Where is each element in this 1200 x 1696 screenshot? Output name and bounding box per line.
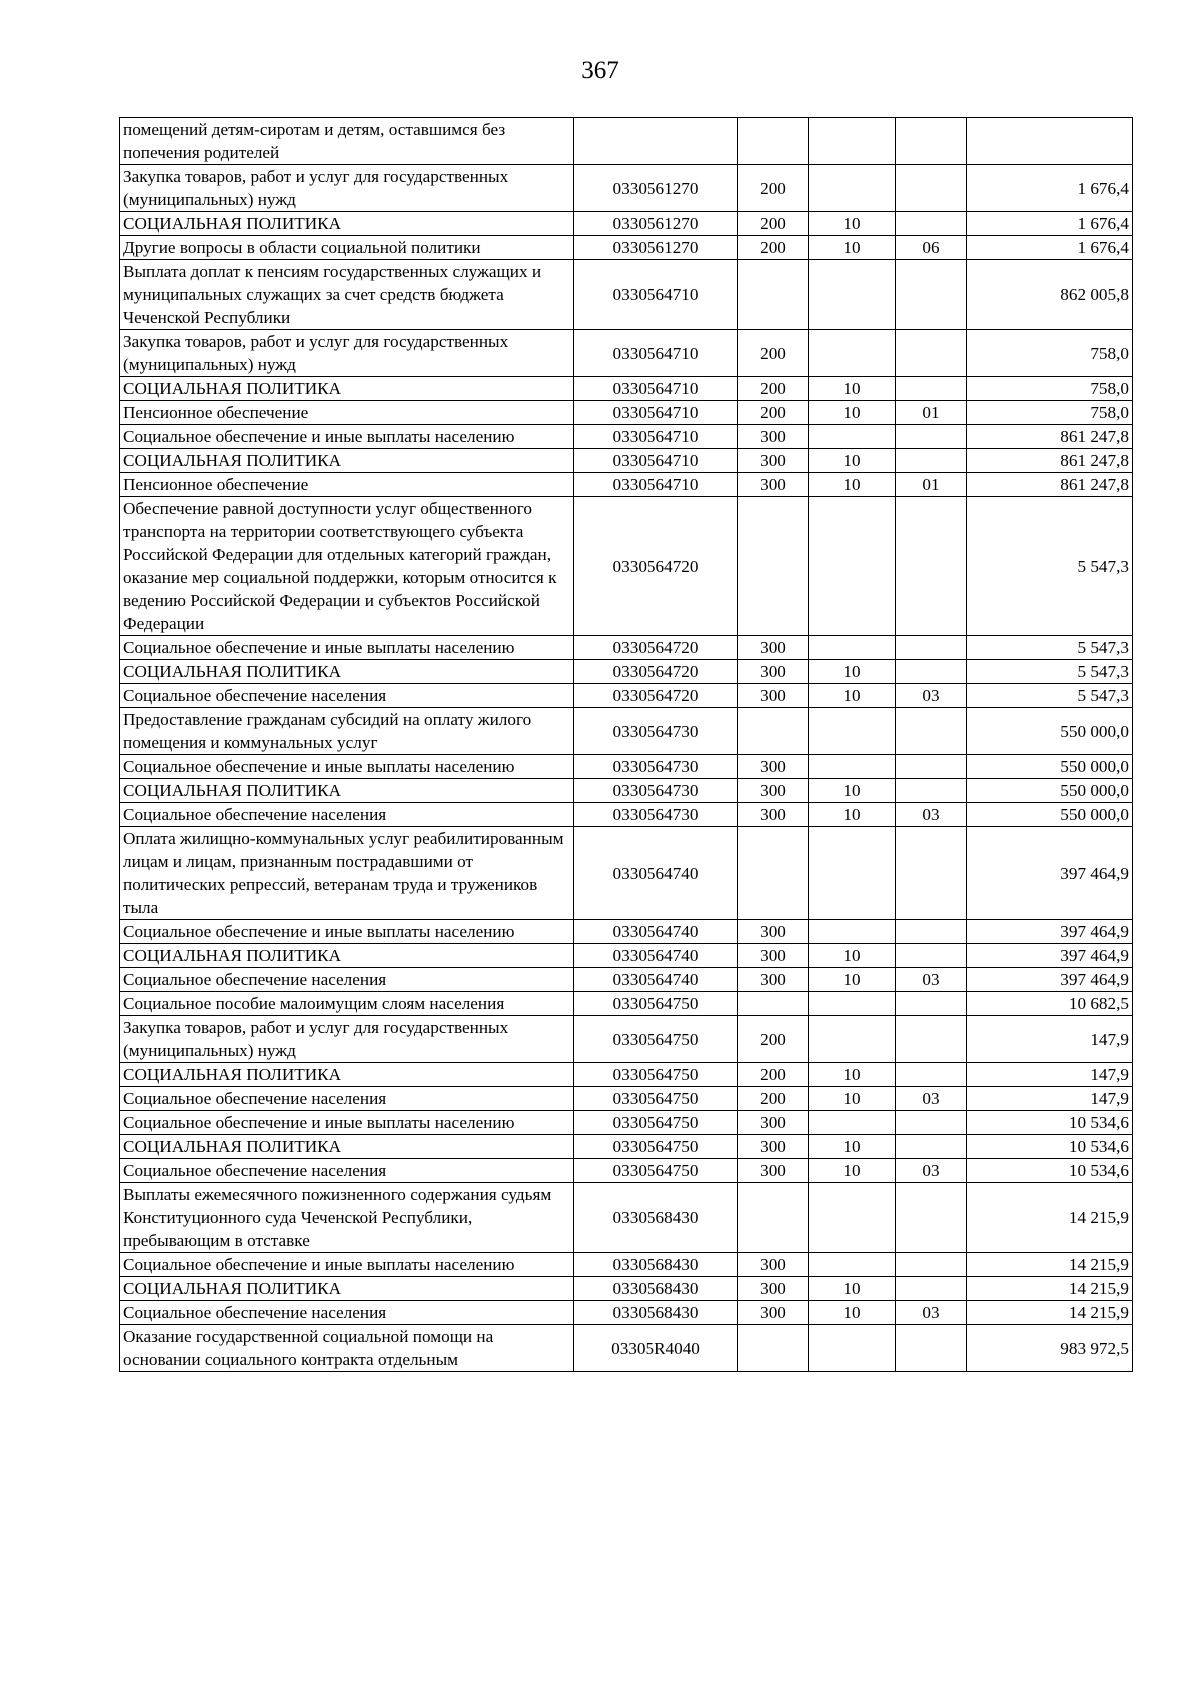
row-code-cell: 0330564710 bbox=[574, 425, 738, 449]
row-section-cell bbox=[809, 1016, 896, 1063]
row-subsection-cell bbox=[896, 212, 967, 236]
row-expense-type-cell: 300 bbox=[738, 1159, 809, 1183]
row-code-cell: 0330564740 bbox=[574, 944, 738, 968]
row-amount-cell: 861 247,8 bbox=[967, 473, 1133, 497]
row-section-cell: 10 bbox=[809, 968, 896, 992]
row-amount-cell: 5 547,3 bbox=[967, 660, 1133, 684]
row-name-cell: Оплата жилищно-коммунальных услуг реабилитированным лицам и лицам, признанным пострадавшими от политических репрессий, ветеранам труда и тружеников тыла bbox=[120, 827, 574, 920]
row-name-cell: Закупка товаров, работ и услуг для государственных (муниципальных) нужд bbox=[120, 1016, 574, 1063]
row-subsection-cell bbox=[896, 1253, 967, 1277]
row-subsection-cell: 03 bbox=[896, 1159, 967, 1183]
row-expense-type-cell: 300 bbox=[738, 803, 809, 827]
row-subsection-cell bbox=[896, 708, 967, 755]
row-section-cell bbox=[809, 708, 896, 755]
row-name-cell: СОЦИАЛЬНАЯ ПОЛИТИКА bbox=[120, 212, 574, 236]
row-expense-type-cell: 300 bbox=[738, 449, 809, 473]
row-code-cell: 0330564750 bbox=[574, 1087, 738, 1111]
row-subsection-cell: 06 bbox=[896, 236, 967, 260]
row-expense-type-cell: 300 bbox=[738, 944, 809, 968]
row-expense-type-cell: 300 bbox=[738, 684, 809, 708]
table-row bbox=[120, 1087, 1133, 1111]
row-name-cell: Социальное обеспечение населения bbox=[120, 968, 574, 992]
row-expense-type-cell: 200 bbox=[738, 401, 809, 425]
row-code-cell: 0330561270 bbox=[574, 165, 738, 212]
row-expense-type-cell: 200 bbox=[738, 236, 809, 260]
row-section-cell: 10 bbox=[809, 236, 896, 260]
row-section-cell: 10 bbox=[809, 684, 896, 708]
row-section-cell: 10 bbox=[809, 401, 896, 425]
row-name-cell: СОЦИАЛЬНАЯ ПОЛИТИКА bbox=[120, 449, 574, 473]
row-subsection-cell bbox=[896, 1183, 967, 1253]
row-name-cell: Оказание государственной социальной помощи на основании социального контракта отдельным bbox=[120, 1325, 574, 1372]
budget-table-body bbox=[120, 118, 1133, 1372]
row-subsection-cell bbox=[896, 1063, 967, 1087]
row-code-cell: 0330561270 bbox=[574, 212, 738, 236]
table-row bbox=[120, 497, 1133, 636]
row-expense-type-cell: 300 bbox=[738, 1135, 809, 1159]
row-amount-cell: 14 215,9 bbox=[967, 1277, 1133, 1301]
row-subsection-cell: 03 bbox=[896, 1087, 967, 1111]
row-section-cell bbox=[809, 755, 896, 779]
row-section-cell bbox=[809, 1183, 896, 1253]
row-code-cell: 0330568430 bbox=[574, 1183, 738, 1253]
row-subsection-cell bbox=[896, 920, 967, 944]
row-code-cell: 0330564710 bbox=[574, 473, 738, 497]
table-row bbox=[120, 779, 1133, 803]
table-row bbox=[120, 968, 1133, 992]
row-code-cell: 0330564730 bbox=[574, 708, 738, 755]
row-expense-type-cell: 200 bbox=[738, 330, 809, 377]
row-code-cell: 0330568430 bbox=[574, 1253, 738, 1277]
row-code-cell bbox=[574, 118, 738, 165]
row-expense-type-cell: 300 bbox=[738, 1253, 809, 1277]
row-amount-cell: 147,9 bbox=[967, 1063, 1133, 1087]
row-code-cell: 0330564750 bbox=[574, 1111, 738, 1135]
row-name-cell: Социальное обеспечение населения bbox=[120, 1301, 574, 1325]
row-subsection-cell bbox=[896, 118, 967, 165]
row-subsection-cell bbox=[896, 779, 967, 803]
row-subsection-cell bbox=[896, 1325, 967, 1372]
row-section-cell bbox=[809, 165, 896, 212]
row-expense-type-cell: 300 bbox=[738, 473, 809, 497]
row-expense-type-cell: 300 bbox=[738, 660, 809, 684]
table-row bbox=[120, 377, 1133, 401]
row-expense-type-cell bbox=[738, 118, 809, 165]
row-name-cell: СОЦИАЛЬНАЯ ПОЛИТИКА bbox=[120, 1277, 574, 1301]
row-expense-type-cell: 300 bbox=[738, 920, 809, 944]
row-code-cell: 0330564730 bbox=[574, 779, 738, 803]
row-expense-type-cell: 200 bbox=[738, 377, 809, 401]
row-name-cell: Социальное обеспечение населения bbox=[120, 1087, 574, 1111]
row-expense-type-cell bbox=[738, 992, 809, 1016]
row-code-cell: 0330564710 bbox=[574, 330, 738, 377]
table-row bbox=[120, 1111, 1133, 1135]
row-amount-cell: 397 464,9 bbox=[967, 968, 1133, 992]
row-amount-cell: 14 215,9 bbox=[967, 1183, 1133, 1253]
table-row bbox=[120, 165, 1133, 212]
row-code-cell: 0330564750 bbox=[574, 1159, 738, 1183]
row-section-cell: 10 bbox=[809, 1301, 896, 1325]
row-name-cell: Выплаты ежемесячного пожизненного содержания судьям Конституционного суда Чеченской Республики, пребывающим в отставке bbox=[120, 1183, 574, 1253]
row-name-cell: Социальное обеспечение и иные выплаты населению bbox=[120, 425, 574, 449]
row-amount-cell: 1 676,4 bbox=[967, 236, 1133, 260]
row-code-cell: 0330568430 bbox=[574, 1301, 738, 1325]
row-amount-cell: 861 247,8 bbox=[967, 449, 1133, 473]
row-code-cell: 0330561270 bbox=[574, 236, 738, 260]
row-subsection-cell bbox=[896, 165, 967, 212]
table-row bbox=[120, 473, 1133, 497]
row-amount-cell: 758,0 bbox=[967, 377, 1133, 401]
table-row bbox=[120, 1253, 1133, 1277]
row-code-cell: 0330564720 bbox=[574, 684, 738, 708]
row-amount-cell bbox=[967, 118, 1133, 165]
row-amount-cell: 550 000,0 bbox=[967, 803, 1133, 827]
row-amount-cell: 14 215,9 bbox=[967, 1253, 1133, 1277]
row-name-cell: СОЦИАЛЬНАЯ ПОЛИТИКА bbox=[120, 377, 574, 401]
row-subsection-cell bbox=[896, 944, 967, 968]
row-section-cell bbox=[809, 1111, 896, 1135]
row-expense-type-cell: 200 bbox=[738, 165, 809, 212]
row-name-cell: СОЦИАЛЬНАЯ ПОЛИТИКА bbox=[120, 779, 574, 803]
row-expense-type-cell bbox=[738, 497, 809, 636]
row-section-cell bbox=[809, 118, 896, 165]
row-amount-cell: 1 676,4 bbox=[967, 212, 1133, 236]
row-section-cell: 10 bbox=[809, 779, 896, 803]
row-name-cell: Пенсионное обеспечение bbox=[120, 473, 574, 497]
row-name-cell: СОЦИАЛЬНАЯ ПОЛИТИКА bbox=[120, 1063, 574, 1087]
row-section-cell bbox=[809, 827, 896, 920]
table-row bbox=[120, 1159, 1133, 1183]
row-code-cell: 0330564710 bbox=[574, 377, 738, 401]
row-amount-cell: 397 464,9 bbox=[967, 944, 1133, 968]
row-name-cell: Социальное обеспечение и иные выплаты населению bbox=[120, 1253, 574, 1277]
row-name-cell: Пенсионное обеспечение bbox=[120, 401, 574, 425]
row-amount-cell: 10 682,5 bbox=[967, 992, 1133, 1016]
row-code-cell: 0330564740 bbox=[574, 827, 738, 920]
row-expense-type-cell: 300 bbox=[738, 1301, 809, 1325]
row-expense-type-cell: 300 bbox=[738, 968, 809, 992]
row-subsection-cell bbox=[896, 377, 967, 401]
row-section-cell: 10 bbox=[809, 1135, 896, 1159]
row-subsection-cell bbox=[896, 992, 967, 1016]
row-name-cell: Социальное обеспечение и иные выплаты населению bbox=[120, 755, 574, 779]
row-section-cell: 10 bbox=[809, 660, 896, 684]
table-row bbox=[120, 803, 1133, 827]
row-amount-cell: 10 534,6 bbox=[967, 1135, 1133, 1159]
row-amount-cell: 1 676,4 bbox=[967, 165, 1133, 212]
table-row bbox=[120, 1063, 1133, 1087]
row-expense-type-cell: 300 bbox=[738, 755, 809, 779]
row-expense-type-cell bbox=[738, 1325, 809, 1372]
row-name-cell: Социальное обеспечение населения bbox=[120, 803, 574, 827]
row-name-cell: СОЦИАЛЬНАЯ ПОЛИТИКА bbox=[120, 1135, 574, 1159]
row-subsection-cell bbox=[896, 1016, 967, 1063]
row-section-cell bbox=[809, 992, 896, 1016]
row-name-cell: Предоставление гражданам субсидий на оплату жилого помещения и коммунальных услуг bbox=[120, 708, 574, 755]
row-code-cell: 0330564750 bbox=[574, 992, 738, 1016]
row-name-cell: Выплата доплат к пенсиям государственных служащих и муниципальных служащих за счет средств бюджета Чеченской Республики bbox=[120, 260, 574, 330]
row-code-cell: 0330564750 bbox=[574, 1016, 738, 1063]
row-code-cell: 0330564720 bbox=[574, 497, 738, 636]
row-code-cell: 0330564750 bbox=[574, 1063, 738, 1087]
row-name-cell: Социальное обеспечение населения bbox=[120, 684, 574, 708]
row-expense-type-cell: 200 bbox=[738, 1016, 809, 1063]
row-code-cell: 0330564710 bbox=[574, 260, 738, 330]
row-name-cell: Другие вопросы в области социальной политики bbox=[120, 236, 574, 260]
budget-table bbox=[119, 117, 1133, 1372]
row-expense-type-cell: 300 bbox=[738, 779, 809, 803]
row-subsection-cell bbox=[896, 1135, 967, 1159]
row-section-cell: 10 bbox=[809, 803, 896, 827]
row-expense-type-cell bbox=[738, 708, 809, 755]
row-name-cell: помещений детям-сиротам и детям, оставшимся без попечения родителей bbox=[120, 118, 574, 165]
table-row bbox=[120, 1016, 1133, 1063]
row-subsection-cell bbox=[896, 1111, 967, 1135]
row-section-cell bbox=[809, 425, 896, 449]
row-subsection-cell bbox=[896, 260, 967, 330]
row-amount-cell: 5 547,3 bbox=[967, 497, 1133, 636]
row-expense-type-cell: 200 bbox=[738, 1087, 809, 1111]
row-expense-type-cell: 200 bbox=[738, 1063, 809, 1087]
table-row bbox=[120, 425, 1133, 449]
row-code-cell: 0330564730 bbox=[574, 803, 738, 827]
row-code-cell: 03305R4040 bbox=[574, 1325, 738, 1372]
table-row bbox=[120, 944, 1133, 968]
table-row bbox=[120, 660, 1133, 684]
row-subsection-cell bbox=[896, 660, 967, 684]
row-name-cell: СОЦИАЛЬНАЯ ПОЛИТИКА bbox=[120, 944, 574, 968]
row-code-cell: 0330564710 bbox=[574, 449, 738, 473]
row-name-cell: Социальное обеспечение и иные выплаты населению bbox=[120, 920, 574, 944]
table-row bbox=[120, 260, 1133, 330]
row-section-cell bbox=[809, 920, 896, 944]
row-subsection-cell bbox=[896, 425, 967, 449]
row-amount-cell: 397 464,9 bbox=[967, 827, 1133, 920]
row-expense-type-cell bbox=[738, 1183, 809, 1253]
row-name-cell: Закупка товаров, работ и услуг для государственных (муниципальных) нужд bbox=[120, 330, 574, 377]
table-row bbox=[120, 401, 1133, 425]
row-expense-type-cell: 300 bbox=[738, 425, 809, 449]
table-row bbox=[120, 1301, 1133, 1325]
row-code-cell: 0330568430 bbox=[574, 1277, 738, 1301]
row-amount-cell: 550 000,0 bbox=[967, 708, 1133, 755]
row-amount-cell: 397 464,9 bbox=[967, 920, 1133, 944]
row-section-cell: 10 bbox=[809, 1087, 896, 1111]
row-amount-cell: 550 000,0 bbox=[967, 779, 1133, 803]
row-amount-cell: 5 547,3 bbox=[967, 684, 1133, 708]
row-code-cell: 0330564740 bbox=[574, 920, 738, 944]
table-row bbox=[120, 684, 1133, 708]
row-section-cell: 10 bbox=[809, 377, 896, 401]
table-row bbox=[120, 118, 1133, 165]
row-name-cell: Социальное обеспечение и иные выплаты населению bbox=[120, 636, 574, 660]
row-amount-cell: 758,0 bbox=[967, 401, 1133, 425]
row-section-cell bbox=[809, 1325, 896, 1372]
row-code-cell: 0330564710 bbox=[574, 401, 738, 425]
row-section-cell bbox=[809, 330, 896, 377]
table-row bbox=[120, 1183, 1133, 1253]
row-amount-cell: 147,9 bbox=[967, 1087, 1133, 1111]
row-code-cell: 0330564740 bbox=[574, 968, 738, 992]
row-amount-cell: 758,0 bbox=[967, 330, 1133, 377]
row-section-cell bbox=[809, 497, 896, 636]
row-section-cell: 10 bbox=[809, 1063, 896, 1087]
row-name-cell: Социальное обеспечение населения bbox=[120, 1159, 574, 1183]
row-section-cell: 10 bbox=[809, 1277, 896, 1301]
row-subsection-cell bbox=[896, 636, 967, 660]
row-name-cell: Обеспечение равной доступности услуг общественного транспорта на территории соответствующего субъекта Российской Федерации для отдельных категорий граждан, оказание мер социальной поддержки, которым относится к ведению Российской Федерации и субъектов Российской Федерации bbox=[120, 497, 574, 636]
row-section-cell bbox=[809, 636, 896, 660]
table-row bbox=[120, 330, 1133, 377]
row-expense-type-cell: 200 bbox=[738, 212, 809, 236]
row-section-cell: 10 bbox=[809, 1159, 896, 1183]
table-row bbox=[120, 1277, 1133, 1301]
table-row bbox=[120, 449, 1133, 473]
row-section-cell: 10 bbox=[809, 449, 896, 473]
row-expense-type-cell bbox=[738, 260, 809, 330]
row-subsection-cell bbox=[896, 755, 967, 779]
row-subsection-cell: 03 bbox=[896, 968, 967, 992]
table-row bbox=[120, 920, 1133, 944]
row-subsection-cell bbox=[896, 827, 967, 920]
row-expense-type-cell: 300 bbox=[738, 1277, 809, 1301]
row-code-cell: 0330564720 bbox=[574, 636, 738, 660]
row-subsection-cell bbox=[896, 497, 967, 636]
row-subsection-cell: 03 bbox=[896, 1301, 967, 1325]
table-row bbox=[120, 636, 1133, 660]
row-subsection-cell: 03 bbox=[896, 803, 967, 827]
table-row bbox=[120, 708, 1133, 755]
row-name-cell: Социальное пособие малоимущим слоям населения bbox=[120, 992, 574, 1016]
row-section-cell bbox=[809, 1253, 896, 1277]
row-section-cell bbox=[809, 260, 896, 330]
row-section-cell: 10 bbox=[809, 944, 896, 968]
table-row bbox=[120, 212, 1133, 236]
row-amount-cell: 10 534,6 bbox=[967, 1111, 1133, 1135]
row-code-cell: 0330564750 bbox=[574, 1135, 738, 1159]
page-number: 367 bbox=[581, 57, 619, 84]
row-expense-type-cell bbox=[738, 827, 809, 920]
row-code-cell: 0330564720 bbox=[574, 660, 738, 684]
row-subsection-cell bbox=[896, 330, 967, 377]
row-name-cell: Закупка товаров, работ и услуг для государственных (муниципальных) нужд bbox=[120, 165, 574, 212]
table-row bbox=[120, 1325, 1133, 1372]
table-row bbox=[120, 1135, 1133, 1159]
row-name-cell: Социальное обеспечение и иные выплаты населению bbox=[120, 1111, 574, 1135]
row-amount-cell: 10 534,6 bbox=[967, 1159, 1133, 1183]
row-subsection-cell: 03 bbox=[896, 684, 967, 708]
table-row bbox=[120, 755, 1133, 779]
row-section-cell: 10 bbox=[809, 212, 896, 236]
row-name-cell: СОЦИАЛЬНАЯ ПОЛИТИКА bbox=[120, 660, 574, 684]
row-subsection-cell: 01 bbox=[896, 473, 967, 497]
row-subsection-cell bbox=[896, 1277, 967, 1301]
row-expense-type-cell: 300 bbox=[738, 636, 809, 660]
row-section-cell: 10 bbox=[809, 473, 896, 497]
row-subsection-cell: 01 bbox=[896, 401, 967, 425]
table-row bbox=[120, 992, 1133, 1016]
row-amount-cell: 550 000,0 bbox=[967, 755, 1133, 779]
row-amount-cell: 862 005,8 bbox=[967, 260, 1133, 330]
row-subsection-cell bbox=[896, 449, 967, 473]
row-expense-type-cell: 300 bbox=[738, 1111, 809, 1135]
row-amount-cell: 5 547,3 bbox=[967, 636, 1133, 660]
row-code-cell: 0330564730 bbox=[574, 755, 738, 779]
table-row bbox=[120, 236, 1133, 260]
row-amount-cell: 147,9 bbox=[967, 1016, 1133, 1063]
row-amount-cell: 14 215,9 bbox=[967, 1301, 1133, 1325]
row-amount-cell: 983 972,5 bbox=[967, 1325, 1133, 1372]
table-row bbox=[120, 827, 1133, 920]
row-amount-cell: 861 247,8 bbox=[967, 425, 1133, 449]
